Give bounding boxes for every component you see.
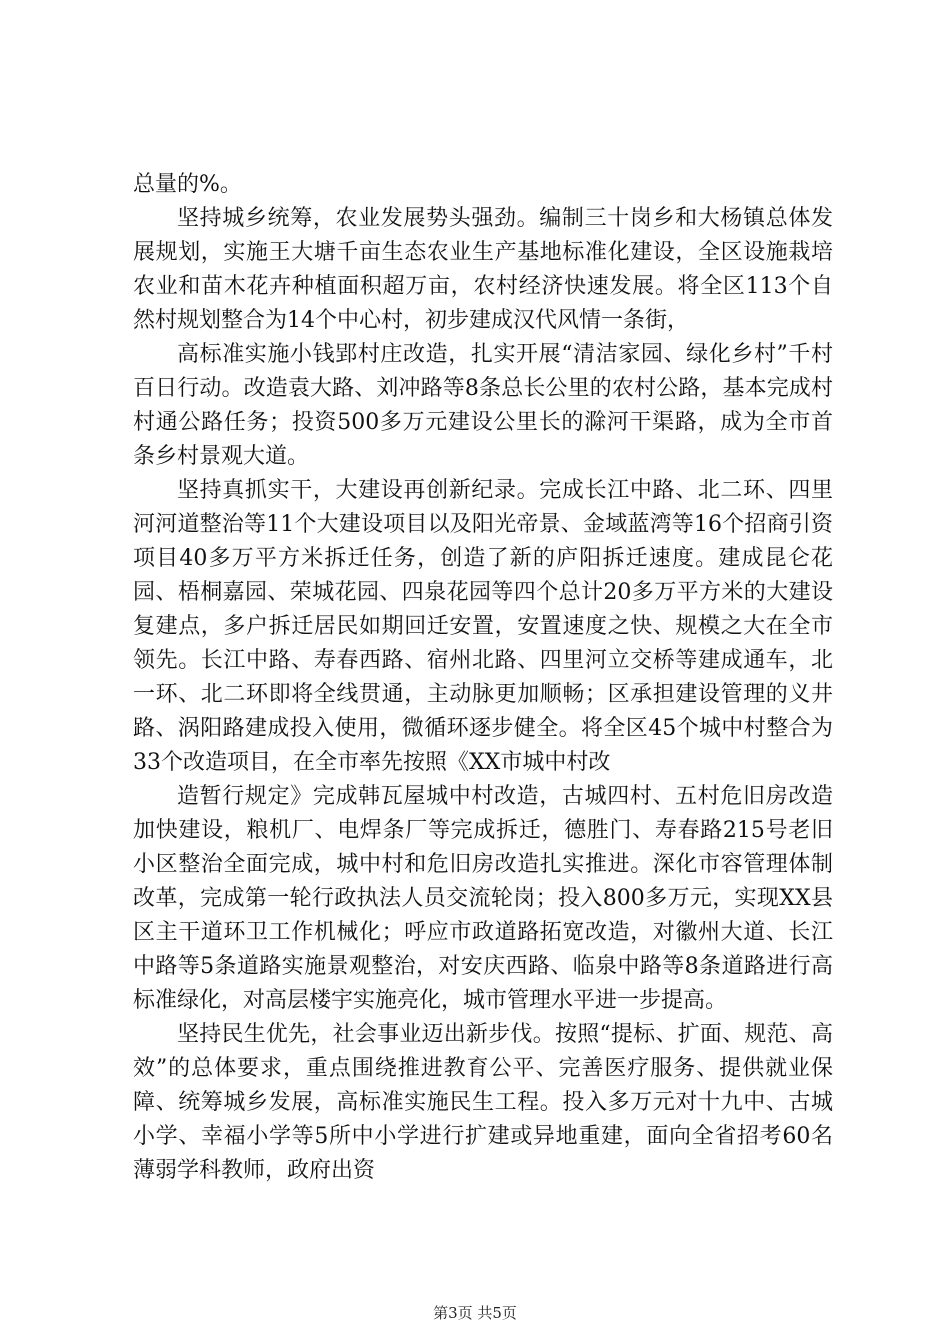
page-number-footer: 第3页 共5页 bbox=[433, 1304, 517, 1322]
paragraph: 高标准实施小钱郢村庄改造，扎实开展“清洁家园、绿化乡村”千村百日行动。改造袁大路、刘冲路等8条总长公里的农村公路，基本完成村村通公路任务；投资500多万元建设公里长的滁河干渠路，成为全市首条乡村景观大道。 bbox=[133, 342, 833, 469]
document-body bbox=[133, 168, 833, 1188]
paragraph: 造暂行规定》完成韩瓦屋城中村改造，古城四村、五村危旧房改造加快建设，粮机厂、电焊条厂等完成拆迁，德胜门、寿春路215号老旧小区整治全面完成，城中村和危旧房改造扎实推进。深化市容管理体制改革，完成第一轮行政执法人员交流轮岗；投入800多万元，实现XX县区主干道环卫工作机械化；呼应市政道路拓宽改造，对徽州大道、长江中路等5条道路实施景观整治，对安庆西路、临泉中路等8条道路进行高标准绿化，对高层楼宇实施亮化，城市管理水平进一步提高。 bbox=[133, 784, 833, 1013]
paragraph: 总量的%。 bbox=[133, 172, 242, 197]
paragraph: 坚持真抓实干，大建设再创新纪录。完成长江中路、北二环、四里河河道整治等11个大建设项目以及阳光帝景、金域蓝湾等16个招商引资项目40多万平方米拆迁任务，创造了新的庐阳拆迁速度。建成昆仑花园、梧桐嘉园、荣城花园、四泉花园等四个总计20多万平方米的大建设复建点，多户拆迁居民如期回迁安置，安置速度之快、规模之大在全市领先。长江中路、寿春西路、宿州北路、四里河立交桥等建成通车，北一环、北二环即将全线贯通，主动脉更加顺畅；区承担建设管理的义井路、涡阳路建成投入使用，微循环逐步健全。将全区45个城中村整合为33个改造项目，在全市率先按照《XX市城中村改 bbox=[133, 478, 833, 775]
paragraph: 坚持民生优先，社会事业迈出新步伐。按照“提标、扩面、规范、高效”的总体要求，重点围绕推进教育公平、完善医疗服务、提供就业保障、统筹城乡发展，高标准实施民生工程。投入多万元对十九中、古城小学、幸福小学等5所中小学进行扩建或异地重建，面向全省招考60名薄弱学科教师，政府出资 bbox=[133, 1022, 833, 1183]
paragraph: 坚持城乡统筹，农业发展势头强劲。编制三十岗乡和大杨镇总体发展规划，实施王大塘千亩生态农业生产基地标准化建设，全区设施栽培农业和苗木花卉种植面积超万亩，农村经济快速发展。将全区113个自然村规划整合为14个中心村，初步建成汉代风情一条街， bbox=[133, 206, 833, 333]
